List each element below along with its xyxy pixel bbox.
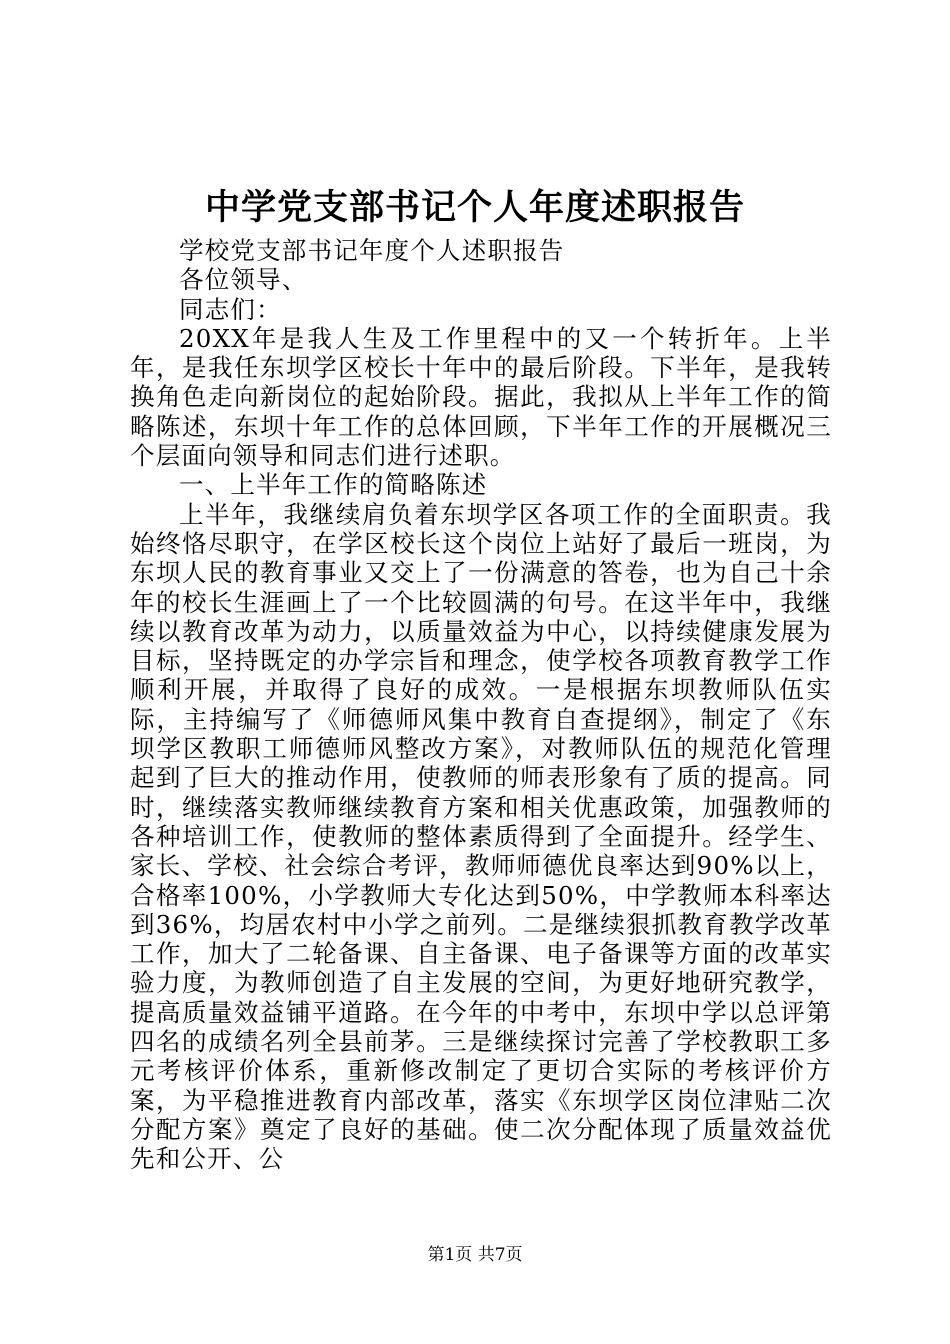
section-1-paragraph: 上半年，我继续肩负着东坝学区各项工作的全面职责。我始终恪尽职守，在学区校长这个岗位上站好了最后一班岗，为东坝人民的教育事业又交上了一份满意的答卷，也为自己十余年的校长生涯画上了一个比较圆满的句号。在这半年中，我继续以教育改革为动力，以质量效益为中心，以持续健康发展为目标，坚持既定的办学宗旨和理念，使学校各项教育教学工作顺利开展，并取得了良好的成效。一是根据东坝教师队伍实际，主持编写了《师德师风集中教育自查提纲》，制定了《东坝学区教职工师德师风整改方案》，对教师队伍的规范化管理起到了巨大的推动作用，使教师的师表形象有了质的提高。同时，继续落实教师继续教育方案和相关优惠政策，加强教师的各种培训工作，使教师的整体素质得到了全面提升。经学生、家长、学校、社会综合考评，教师师德优良率达到90%以上，合格率100%，小学教师大专化达到50%，中学教师本科率达到36%，均居农村中小学之前列。二是继续狠抓教育教学改革工作，加大了二轮备课、自主备课、电子备课等方面的改革实验力度，为教师创造了自主发展的空间，为更好地研究教学，提高质量效益铺平道路。在今年的中考中，东坝中学以总评第四名的成绩名列全县前茅。三是继续探讨完善了学校教职工多元考核评价体系，重新修改制定了更切合实际的考核评价方案，为平稳推进教育内部改革，落实《东坝学区岗位津贴二次分配方案》奠定了良好的基础。使二次分配体现了质量效益优先和公开、公 (130, 499, 832, 1174)
intro-paragraph: 20XX年是我人生及工作里程中的又一个转折年。上半年，是我任东坝学区校长十年中的最后阶段。下半年，是我转换角色走向新岗位的起始阶段。据此，我拟从上半年工作的简略陈述，东坝十年工作的总体回顾，下半年工作的开展概况三个层面向领导和同志们进行述职。 (130, 323, 832, 471)
document-title: 中学党支部书记个人年度述职报告 (204, 187, 745, 228)
subtitle-paragraph: 学校党支部书记年度个人述职报告 (179, 236, 565, 265)
section-heading-1: 一、上半年工作的简略陈述 (179, 470, 488, 500)
page-footer: 第1页 共7页 (427, 1245, 523, 1265)
document-body (130, 236, 832, 1174)
salutation-line-2: 同志们： (179, 294, 282, 324)
salutation-line-1: 各位领导、 (179, 265, 308, 295)
